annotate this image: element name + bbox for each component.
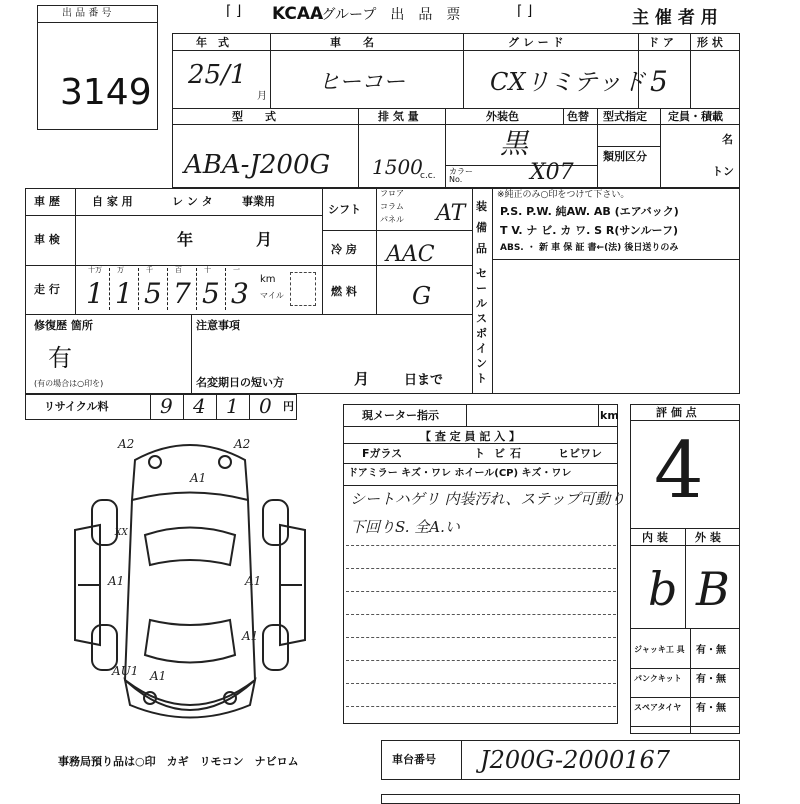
grade-label: グ レ ー ド — [508, 36, 564, 49]
color-code-label: カラーNo. — [449, 167, 473, 184]
chassis-value: J200G-2000167 — [480, 746, 671, 774]
color-value: 黒 — [500, 127, 529, 160]
mileage-digit: 5 — [144, 277, 162, 310]
mileage-header: 十万 — [88, 266, 102, 274]
name-change-label: 名変期日の短い方 — [196, 376, 284, 389]
equipment-line-2[interactable]: T V. ナ ビ. カ ワ. S R(サンルーフ) — [500, 224, 679, 237]
glass-label: Fガラス — [362, 447, 403, 460]
damage-mark: A2 — [234, 437, 251, 451]
recycle-fee-digit: 9 — [160, 394, 173, 418]
color-code-value: X07 — [530, 160, 574, 185]
corner-mark-right: ⌈ ⌋ — [517, 3, 533, 19]
ac-label: 冷 房 — [331, 243, 357, 256]
year-label: 年 式 — [196, 36, 229, 49]
fuel-value: G — [412, 282, 432, 310]
equipment-line-3[interactable]: ABS. ・ 新 車 保 証 書←(法) 後日送りのみ — [500, 243, 679, 253]
usage-option-business[interactable]: 事業用 — [242, 195, 275, 208]
damage-mark: A1 — [242, 629, 259, 643]
meter-unit: km — [600, 409, 619, 422]
inspector-note-2: 下回りS. 全A.い — [350, 518, 460, 536]
displacement-unit: c.c. — [420, 171, 436, 181]
name-change-month: 月 — [354, 370, 370, 388]
damage-mark: AU1 — [112, 664, 139, 678]
inspection-label: 車 検 — [34, 233, 60, 246]
tool-value[interactable]: 有・無 — [696, 703, 726, 714]
inspection-year: 年 — [177, 230, 194, 249]
equipment-note: ※純正のみ○印をつけて下さい。 — [497, 190, 630, 200]
glass-mark-crack: ヒビワレ — [558, 447, 602, 460]
car-damage-diagram — [70, 430, 310, 740]
car-name-value: ヒーコー — [318, 70, 406, 95]
damage-mark: A2 — [118, 437, 135, 451]
repair-history-value: 有 — [48, 344, 72, 372]
mileage-digit: 1 — [115, 277, 133, 310]
shift-label: シフト — [328, 203, 361, 216]
model-value: ABA-J200G — [184, 150, 331, 180]
capacity-unit-tons: トン — [712, 165, 734, 178]
tool-label: ジャッキ工 具 — [634, 645, 685, 654]
corner-mark-left: ⌈ ⌋ — [226, 3, 242, 19]
lot-number-label: 出 品 番 号 — [62, 8, 112, 19]
meter-label: 現メーター指示 — [362, 409, 439, 422]
form-title: .グループ 出 品 票 — [317, 7, 461, 23]
repair-history-note: (有の場合は○印を) — [34, 379, 104, 388]
mileage-header: 一 — [233, 266, 240, 274]
mileage-unit-km: km — [260, 274, 276, 285]
caution-label: 注意事項 — [196, 319, 240, 332]
damage-mark: A1 — [245, 574, 262, 588]
car-name-label: 車 名 — [330, 36, 374, 49]
repair-history-label: 修復歴 箇所 — [34, 319, 93, 332]
recycle-fee-digit: 1 — [226, 394, 239, 418]
inspection-month: 月 — [256, 230, 273, 249]
recycle-fee-label: リサイクル料 — [44, 400, 109, 413]
exterior-score: B — [696, 562, 730, 616]
mileage-header: 百 — [175, 266, 182, 274]
tool-value[interactable]: 有・無 — [696, 674, 726, 685]
interior-score: b — [648, 562, 678, 616]
organizer-label: 主 催 者 用 — [632, 8, 718, 28]
mileage-digit: 5 — [202, 277, 220, 310]
fuel-label: 燃 料 — [331, 285, 357, 298]
recycle-fee-digit: 0 — [259, 394, 272, 418]
inspector-note-1: シートハゲリ 内装汚れ、ステップ可動り — [350, 490, 626, 508]
mileage-digit: 3 — [231, 277, 249, 310]
damage-mark: A1 — [150, 669, 167, 683]
year-value: 25/1 — [188, 60, 247, 90]
name-change-day: 日まで — [404, 373, 444, 388]
bottom-box — [381, 794, 740, 804]
capacity-unit-persons: 名 — [722, 133, 733, 146]
mileage-label: 走 行 — [34, 283, 60, 296]
model-label: 型 式 — [232, 110, 276, 123]
damage-mark: A1 — [190, 471, 207, 485]
year-month-unit: 月 — [257, 91, 267, 102]
equipment-line-1[interactable]: P.S. P.W. 純AW. AB (エアバック) — [500, 205, 679, 218]
tool-value[interactable]: 有・無 — [696, 645, 726, 656]
inspector-label: 【 査 定 員 記 入 】 — [420, 430, 520, 443]
chassis-label: 車台番号 — [392, 753, 436, 766]
usage-option-private[interactable]: 自 家 用 — [92, 195, 133, 208]
damage-mark: XX — [115, 528, 128, 538]
brand-logo: KCAA — [272, 4, 324, 24]
doors-value: 5 — [650, 65, 668, 98]
exterior-label: 外 装 — [695, 531, 721, 544]
capacity-label: 定員・積載 — [668, 110, 723, 123]
recycle-fee-unit: 円 — [283, 400, 294, 413]
mileage-header: 十 — [204, 266, 211, 274]
body-type-label: 形 状 — [697, 36, 723, 49]
tool-label: スペアタイヤ — [634, 703, 682, 712]
category-label: 類別区分 — [603, 150, 647, 163]
interior-label: 内 装 — [642, 531, 668, 544]
ac-value: AAC — [386, 242, 435, 267]
recycle-fee-digit: 4 — [193, 394, 206, 418]
tool-label: パンクキット — [634, 674, 682, 683]
mileage-unit-mile: マイル — [260, 291, 284, 300]
score-value: 4 — [654, 426, 704, 516]
shift-option-panel[interactable]: パネル — [380, 215, 404, 224]
glass-mark-stone: 石 — [510, 447, 521, 460]
exterior-color-label: 外装色 — [486, 110, 519, 123]
office-items-note: 事務局預り品は○印 カギ リモコン ナビロム — [58, 755, 299, 768]
lot-number: 3149 — [60, 72, 152, 113]
mileage-header: 万 — [117, 266, 124, 274]
parts-line: ドアミラー キズ・ワレ ホイール(CP) キズ・ワレ — [348, 468, 572, 479]
equipment-label: 装備品 — [476, 200, 487, 255]
color-change-label: 色替 — [567, 110, 589, 123]
type-designation-label: 型式指定 — [603, 110, 647, 123]
sales-point-label: セールスポイント — [476, 267, 487, 385]
mileage-unit-box — [290, 272, 316, 306]
mileage-header: 千 — [146, 266, 153, 274]
displacement-label: 排 気 量 — [378, 110, 419, 123]
damage-mark: A1 — [108, 574, 125, 588]
grade-value: CXリミテッド — [490, 68, 646, 96]
displacement-value: 1500 — [372, 155, 423, 179]
history-label: 車 歴 — [34, 195, 60, 208]
doors-label: ド ア — [648, 36, 674, 49]
mileage-digit: 1 — [86, 277, 104, 310]
shift-option-column[interactable]: コラム — [380, 202, 404, 211]
mileage-digit: 7 — [173, 277, 191, 310]
usage-option-rental[interactable]: レ ン タ — [172, 195, 213, 208]
score-label: 評 価 点 — [656, 406, 697, 419]
glass-mark-to: ト — [474, 447, 485, 460]
shift-option-floor[interactable]: フロア — [380, 189, 404, 198]
shift-value: AT — [436, 201, 466, 226]
glass-mark-bi: ビ — [494, 447, 505, 460]
